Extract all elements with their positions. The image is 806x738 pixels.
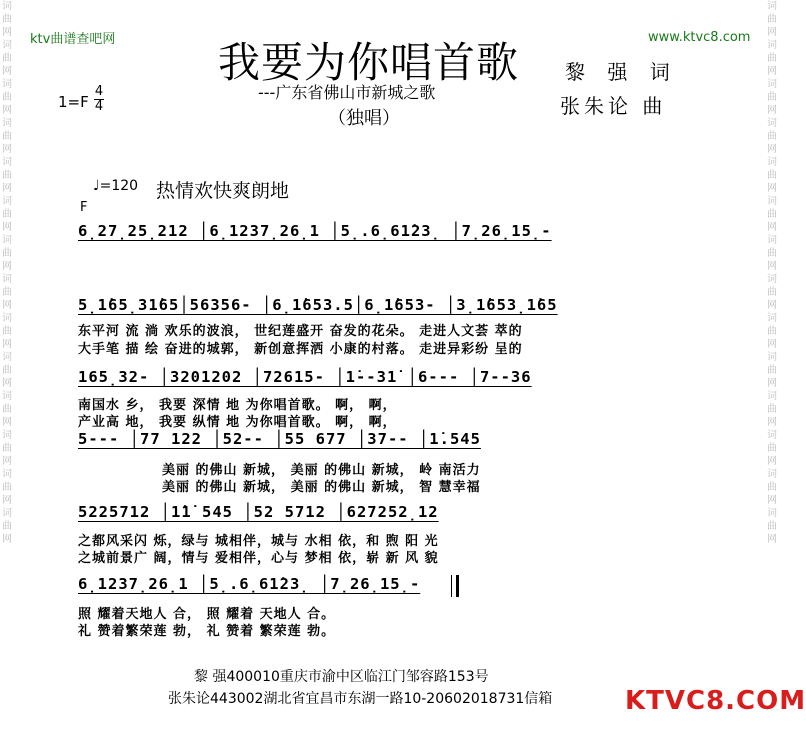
site-watermark-right: www.ktvc8.com [648,30,751,45]
composer-credit: 张朱论 曲 [560,94,667,118]
lyric-line-5-verse-1: 之都风采闪 烁，绿与 城相伴，城与 水相 依，和 煦 阳 光 [78,534,439,549]
lyric-line-4-verse-2: 美丽 的佛山 新城， 美丽 的佛山 新城， 智 慧幸福 [162,480,481,495]
lyric-line-3-verse-1: 南国水 乡， 我要 深情 地 为你唱首歌。 啊， 啊， [78,398,397,413]
watermark-strip-right: 词曲网词曲网词曲网词曲网词曲网词曲网词曲网词曲网词曲网词曲网词曲网词曲网词曲网词曲网 [767,1,777,545]
notation-line-3: 165̣32- │3201202 │72615- │1̇--31̇ │6--- │7--36 [78,368,532,386]
footer-address-lyricist: 黎 强400010重庆市渝中区临江门邹容路153号 [194,669,489,685]
lyric-line-4-verse-1: 美丽 的佛山 新城， 美丽 的佛山 新城， 岭 南活力 [162,463,481,478]
final-barline-thin [451,575,452,597]
footer-address-composer: 张朱论443002湖北省宜昌市东湖一路10-20602018731信箱 [168,691,553,707]
site-watermark-left: ktv曲谱查吧网 [30,32,116,47]
lyric-line-5-verse-2: 之城前景广 阔，情与 爱相伴，心与 梦相 依，崭 新 风 貌 [78,551,439,566]
notation-line-2: 5̣1̇65̣31̇65│56356- │6̣1̇653.5│6̣1̇653- │3̣1̇653̣1̇65 [78,296,558,314]
meter-top: 4 [94,84,104,99]
expression-marking: 热情欢快爽朗地 [156,180,290,202]
lyric-line-6-verse-2: 礼 赞着繁荣莲 勃， 礼 赞着 繁荣莲 勃。 [78,624,336,639]
notation-line-6: 6̣1237̣26̣1 │5̣.6̣61̇23̣ │7̣26̣15̣- [78,575,421,593]
chord-symbol: F [80,200,88,215]
notation-line-4: 5--- │77 122 │52-- │55 677 │37-- │1̇.545 [78,430,481,448]
ktvc8-logo: KTVC8.COM [625,686,806,716]
lyric-line-2-verse-1: 东平河 流 淌 欢乐的波浪， 世纪莲盛开 奋发的花朵。 走进人文荟 萃的 [78,324,523,339]
final-barline-thick [456,575,459,597]
lyric-line-2-verse-2: 大手笔 描 绘 奋进的城郭， 新创意挥洒 小康的村落。 走进异彩纷 呈的 [78,342,523,357]
lyric-line-3-verse-2: 产业高 地， 我要 纵情 地 为你唱首歌。 啊， 啊， [78,415,397,430]
notation-line-1: 6̣27̣25̣212 │6̣1237̣26̣1 │5̣.6̣61̇23̣ │7̣26̣15̣- [78,222,552,240]
watermark-strip-left: 词曲网词曲网词曲网词曲网词曲网词曲网词曲网词曲网词曲网词曲网词曲网词曲网词曲网词曲网 [2,1,12,545]
performance-note: （独唱） [328,108,400,129]
song-title: 我要为你唱首歌 [218,38,520,87]
song-subtitle: ---广东省佛山市新城之歌 [258,83,436,102]
key-signature: 1=F [58,93,89,111]
notation-line-5: 5225712 │1̇1̇ 545 │52 5712 │627252̣12 [78,503,439,521]
meter-bottom: 4 [94,99,104,114]
lyric-line-6-verse-1: 照 耀着天地人 合， 照 耀着 天地人 合。 [78,607,336,622]
lyricist-credit: 黎 强 词 [565,60,678,84]
time-signature [94,85,104,114]
tempo-marking: ♩=120 [93,178,139,194]
